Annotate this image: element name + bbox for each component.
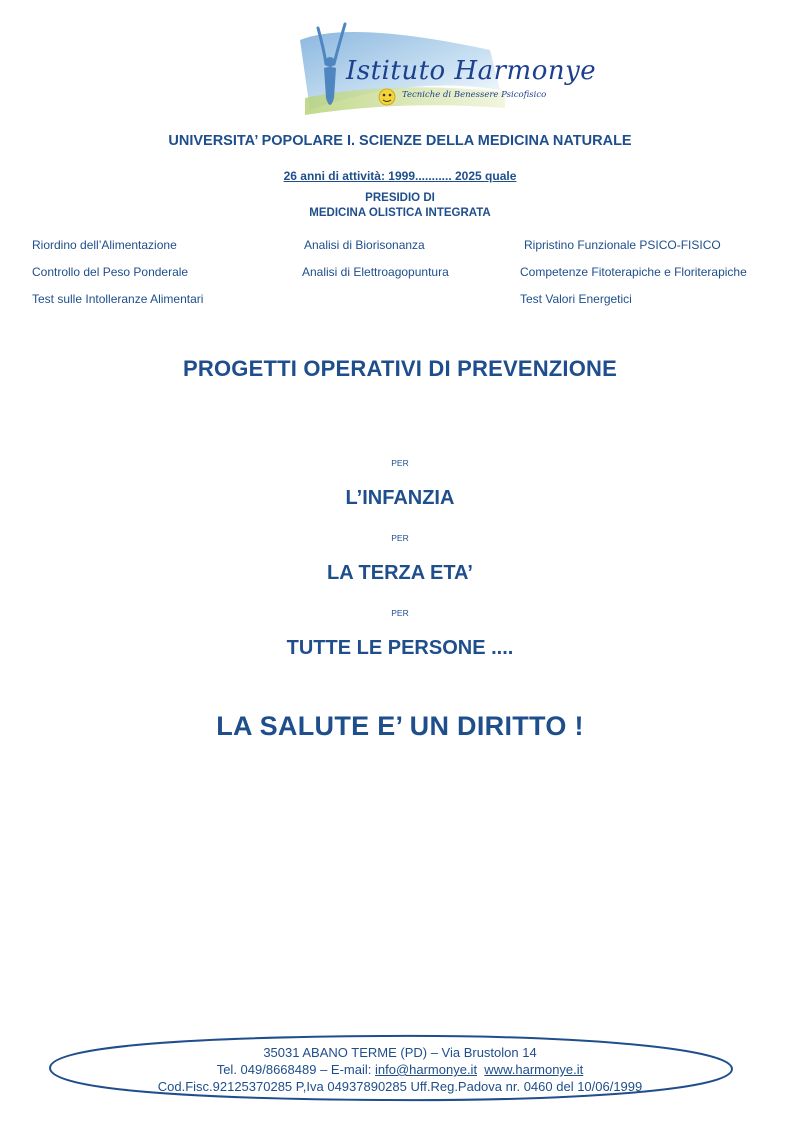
target-everyone: TUTTE LE PERSONE ....: [286, 637, 514, 659]
presidio-line-2: MEDICINA OLISTICA INTEGRATA: [309, 207, 491, 219]
page-title: PROGETTI OPERATIVI DI PREVENZIONE: [182, 356, 618, 381]
sun-face-icon: [379, 89, 395, 105]
footer-contacts: [0, 1062, 800, 1077]
service-item: Controllo del Peso Ponderale: [32, 265, 189, 279]
website-link[interactable]: www.harmonye.it: [484, 1062, 584, 1077]
service-item: Test sulle Intolleranze Alimentari: [32, 292, 204, 306]
logo-subtitle: Tecniche di Benessere Psicofisico: [402, 90, 547, 100]
target-childhood: L’INFANZIA: [345, 487, 455, 509]
institute-logo: [290, 20, 597, 124]
service-item: Analisi di Elettroagopuntura: [302, 265, 449, 279]
logo-title: Istituto Harmonye: [346, 56, 597, 86]
target-elderly: LA TERZA ETA’: [327, 562, 473, 584]
slogan: LA SALUTE E’ UN DIRITTO !: [216, 711, 584, 741]
email-link[interactable]: info@harmonye.it: [374, 1062, 478, 1077]
service-item: Analisi di Biorisonanza: [304, 238, 425, 252]
footer-tel: Tel. 049/8668489 – E-mail:: [216, 1062, 375, 1077]
years-of-activity: 26 anni di attività: 1999........... 2025 quale: [283, 169, 517, 183]
service-item: Test Valori Energetici: [520, 292, 632, 306]
service-item: Competenze Fitoterapiche e Floriterapiche: [520, 265, 747, 279]
service-item: Riordino dell’Alimentazione: [32, 238, 177, 252]
footer-address: 35031 ABANO TERME (PD) – Via Brustolon 14: [263, 1045, 537, 1060]
university-heading: UNIVERSITA’ POPOLARE I. SCIENZE DELLA MEDICINA NATURALE: [168, 133, 632, 149]
service-item: Ripristino Funzionale PSICO-FISICO: [524, 238, 721, 252]
per-label: PER: [391, 458, 409, 468]
footer-fiscal: Cod.Fisc.92125370285 P,Iva 04937890285 Uff.Reg.Padova nr. 0460 del 10/06/1999: [157, 1079, 643, 1094]
per-label: PER: [391, 533, 409, 543]
presidio-line-1: PRESIDIO DI: [365, 192, 435, 204]
per-label: PER: [391, 608, 409, 618]
presidio-heading: [0, 191, 800, 221]
